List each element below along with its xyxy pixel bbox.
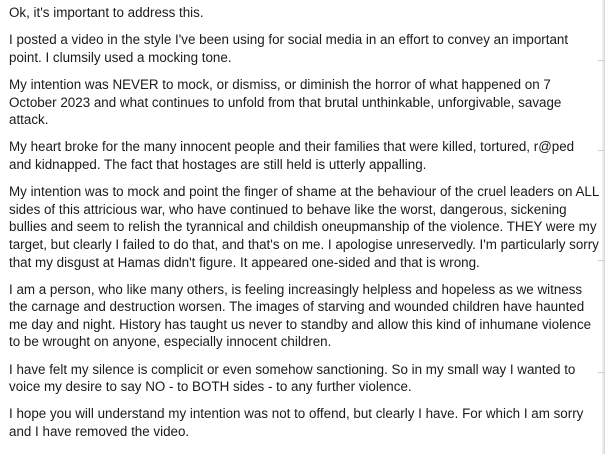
paragraph-video-context: I posted a video in the style I've been using for social media in an effort to convey an important point. I clumsily used a mocking tone. [9,32,569,65]
page-edge [602,0,604,454]
paragraph-closing: I hope you will understand my intention was not to offend, but clearly I have. For which I am sorry and I have removed the video. [9,406,584,440]
paragraph-intention: My intention was NEVER to mock, or dismiss, or diminish the horror of what happened on 7 October 2023 and what continues to unfold from that brutal unthinkable, unforgivable, savage attack. [9,76,562,128]
paragraph-opening: Ok, it's important to address this. [9,5,204,20]
statement-text [9,4,599,450]
paragraph-helplessness: I am a person, who like many others, is feeling increasingly helpless and hopeless as we witness the carnage and destruction worsen. The images of starving and wounded children have haunted me day and night. History has taught us never to standby and allow this kind of inhumane violence to be wrought on anyone, especially innocent children. [9,281,592,350]
paragraph-apology: My intention was to mock and point the finger of shame at the behaviour of the cruel leaders on ALL sides of this attricious war, who have continued to behave like the worst, dangerous, sickening bullies and seem to relish the tyrannical and childish oneupmanship of the violence. THEY were my target, but clearly I failed to do that, and that's on me. I apologise unreservedly. I'm particularly sorry that my disgust at Hamas didn't figure. It appeared one-sided and that is wrong. [9,184,599,270]
paragraph-heartbreak: My heart broke for the many innocent people and their families that were killed, tortured, r@ped and kidnapped. The fact that hostages are still held is utterly appalling. [9,139,575,172]
paragraph-silence: I have felt my silence is complicit or even somehow sanctioning. So in my small way I wanted to voice my desire to say NO - to BOTH sides - to any further violence. [9,361,576,395]
